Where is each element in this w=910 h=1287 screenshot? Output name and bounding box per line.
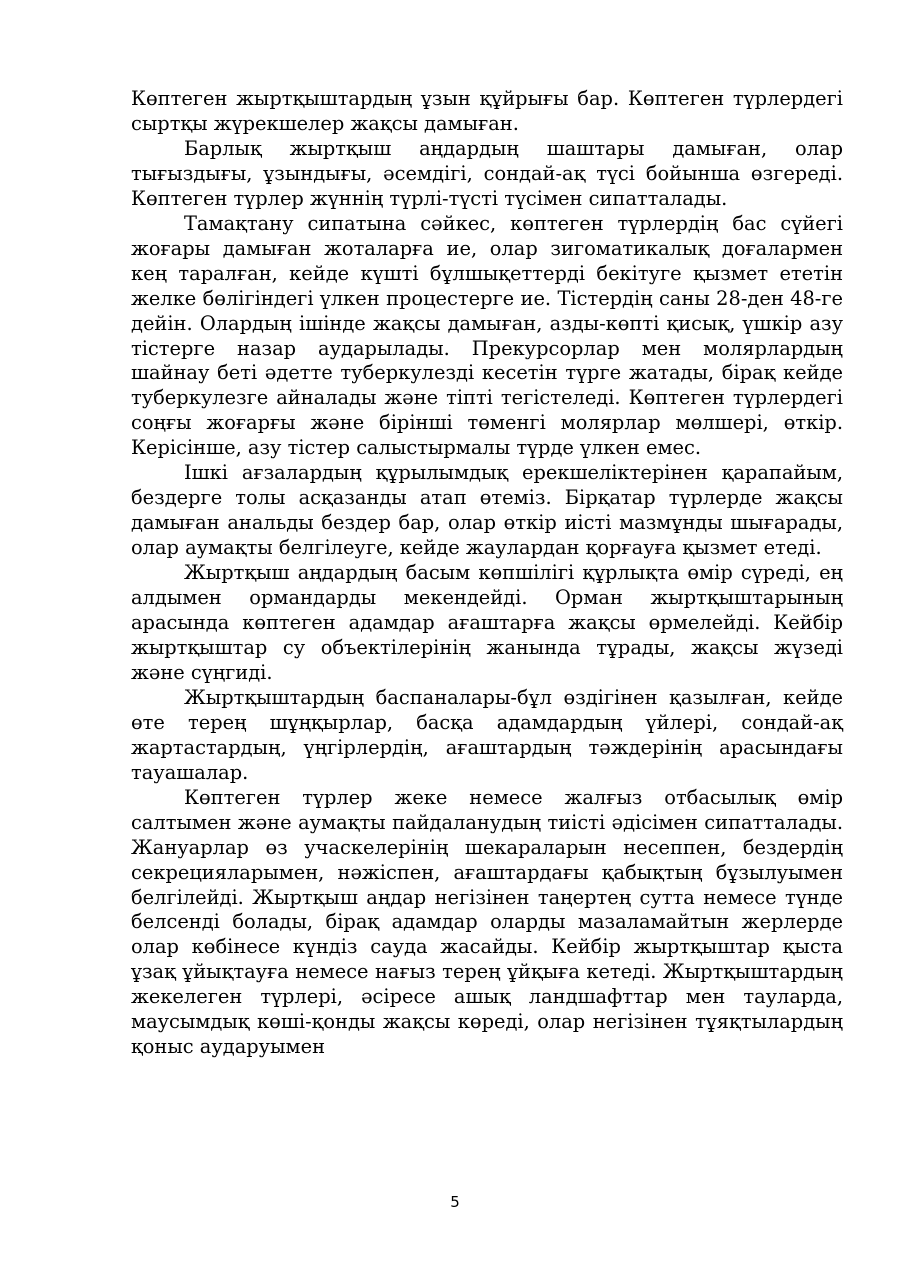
paragraph-fur: Барлық жыртқыш аңдардың шаштары дамыған, олар тығыздығы, ұзындығы, әсемдігі, сондай-ақ түсі бойынша өзгереді. Көптеген түрлер жүннің түрлі-түсті түсімен сипатталады. [131,136,843,210]
paragraph-internal-organs: Ішкі ағзалардың құрылымдық ерекшеліктерінен қарапайым, бездерге толы асқазанды атап өтеміз. Бірқатар түрлерде жақсы дамыған анальды бездер бар, олар өткір иісті мазмұнды шығарады, олар аумақты белгілеуге, кейде жаулардан қорғауға қызмет етеді. [131,461,843,560]
paragraph-skull-and-teeth: Тамақтану сипатына сәйкес, көптеген түрлердің бас сүйегі жоғары дамыған жоталарға ие, олар зигоматикалық доғалармен кең таралған, кейде күшті бұлшықеттерді бекітуге қызмет ететін желке бөлігіндегі үлкен процестерге ие. Тістердің саны 28-ден 48-ге дейін. Олардың ішінде жақсы дамыған, азды-көпті қисық, үшкір азу тістерге назар аударылады. Прекурсорлар мен молярлардың шайнау беті әдетте туберкулезді кесетін түрге жатады, бірақ кейде туберкулезге айналады және тіпті тегістеледі. Көптеген түрлердегі соңғы жоғарғы және бірінші төменгі молярлар мөлшері, өткір. Керісінше, азу тістер салыстырмалы түрде үлкен емес. [131,211,843,460]
body-text [131,87,843,1060]
paragraph-tail-and-ears: Көптеген жыртқыштардың ұзын құйрығы бар. Көптеген түрлердегі сыртқы жүрекшелер жақсы дамыған. [131,87,843,135]
paragraph-shelters: Жыртқыштардың баспаналары-бұл өздігінен қазылған, кейде өте терең шұңқырлар, басқа адамдардың үйлері, сондай-ақ жартастардың, үңгірлердің, ағаштардың тәждерінің арасындағы тауашалар. [131,685,843,784]
paragraph-lifestyle: Көптеген түрлер жеке немесе жалғыз отбасылық өмір салтымен және аумақты пайдаланудың тиісті әдісімен сипатталады. Жануарлар өз учаскелерінің шекараларын несеппен, бездердің секрецияларымен, нәжіспен, ағаштардағы қабықтың бұзылуымен белгілейді. Жыртқыш аңдар негізінен таңертең сутта немесе түнде белсенді болады, бірақ адамдар оларды мазаламайтын жерлерде олар көбінесе күндіз сауда жасайды. Кейбір жыртқыштар қыста ұзақ ұйықтауға немесе нағыз терең ұйқыға кетеді. Жыртқыштардың жекелеген түрлері, әсіресе ашық ландшафттар мен тауларда, маусымдық көші-қонды жақсы көреді, олар негізінен тұяқтылардың қоныс аударуымен [131,785,843,1059]
page-number: 5 [450,1193,460,1211]
paragraph-habitat: Жыртқыш аңдардың басым көпшілігі құрлықта өмір сүреді, ең алдымен ормандарды мекендейді. Орман жыртқыштарының арасында көптеген адамдар ағаштарға жақсы өрмелейді. Кейбір жыртқыштар су объектілерінің жанында тұрады, жақсы жүзеді және сүңгиді. [131,561,843,684]
